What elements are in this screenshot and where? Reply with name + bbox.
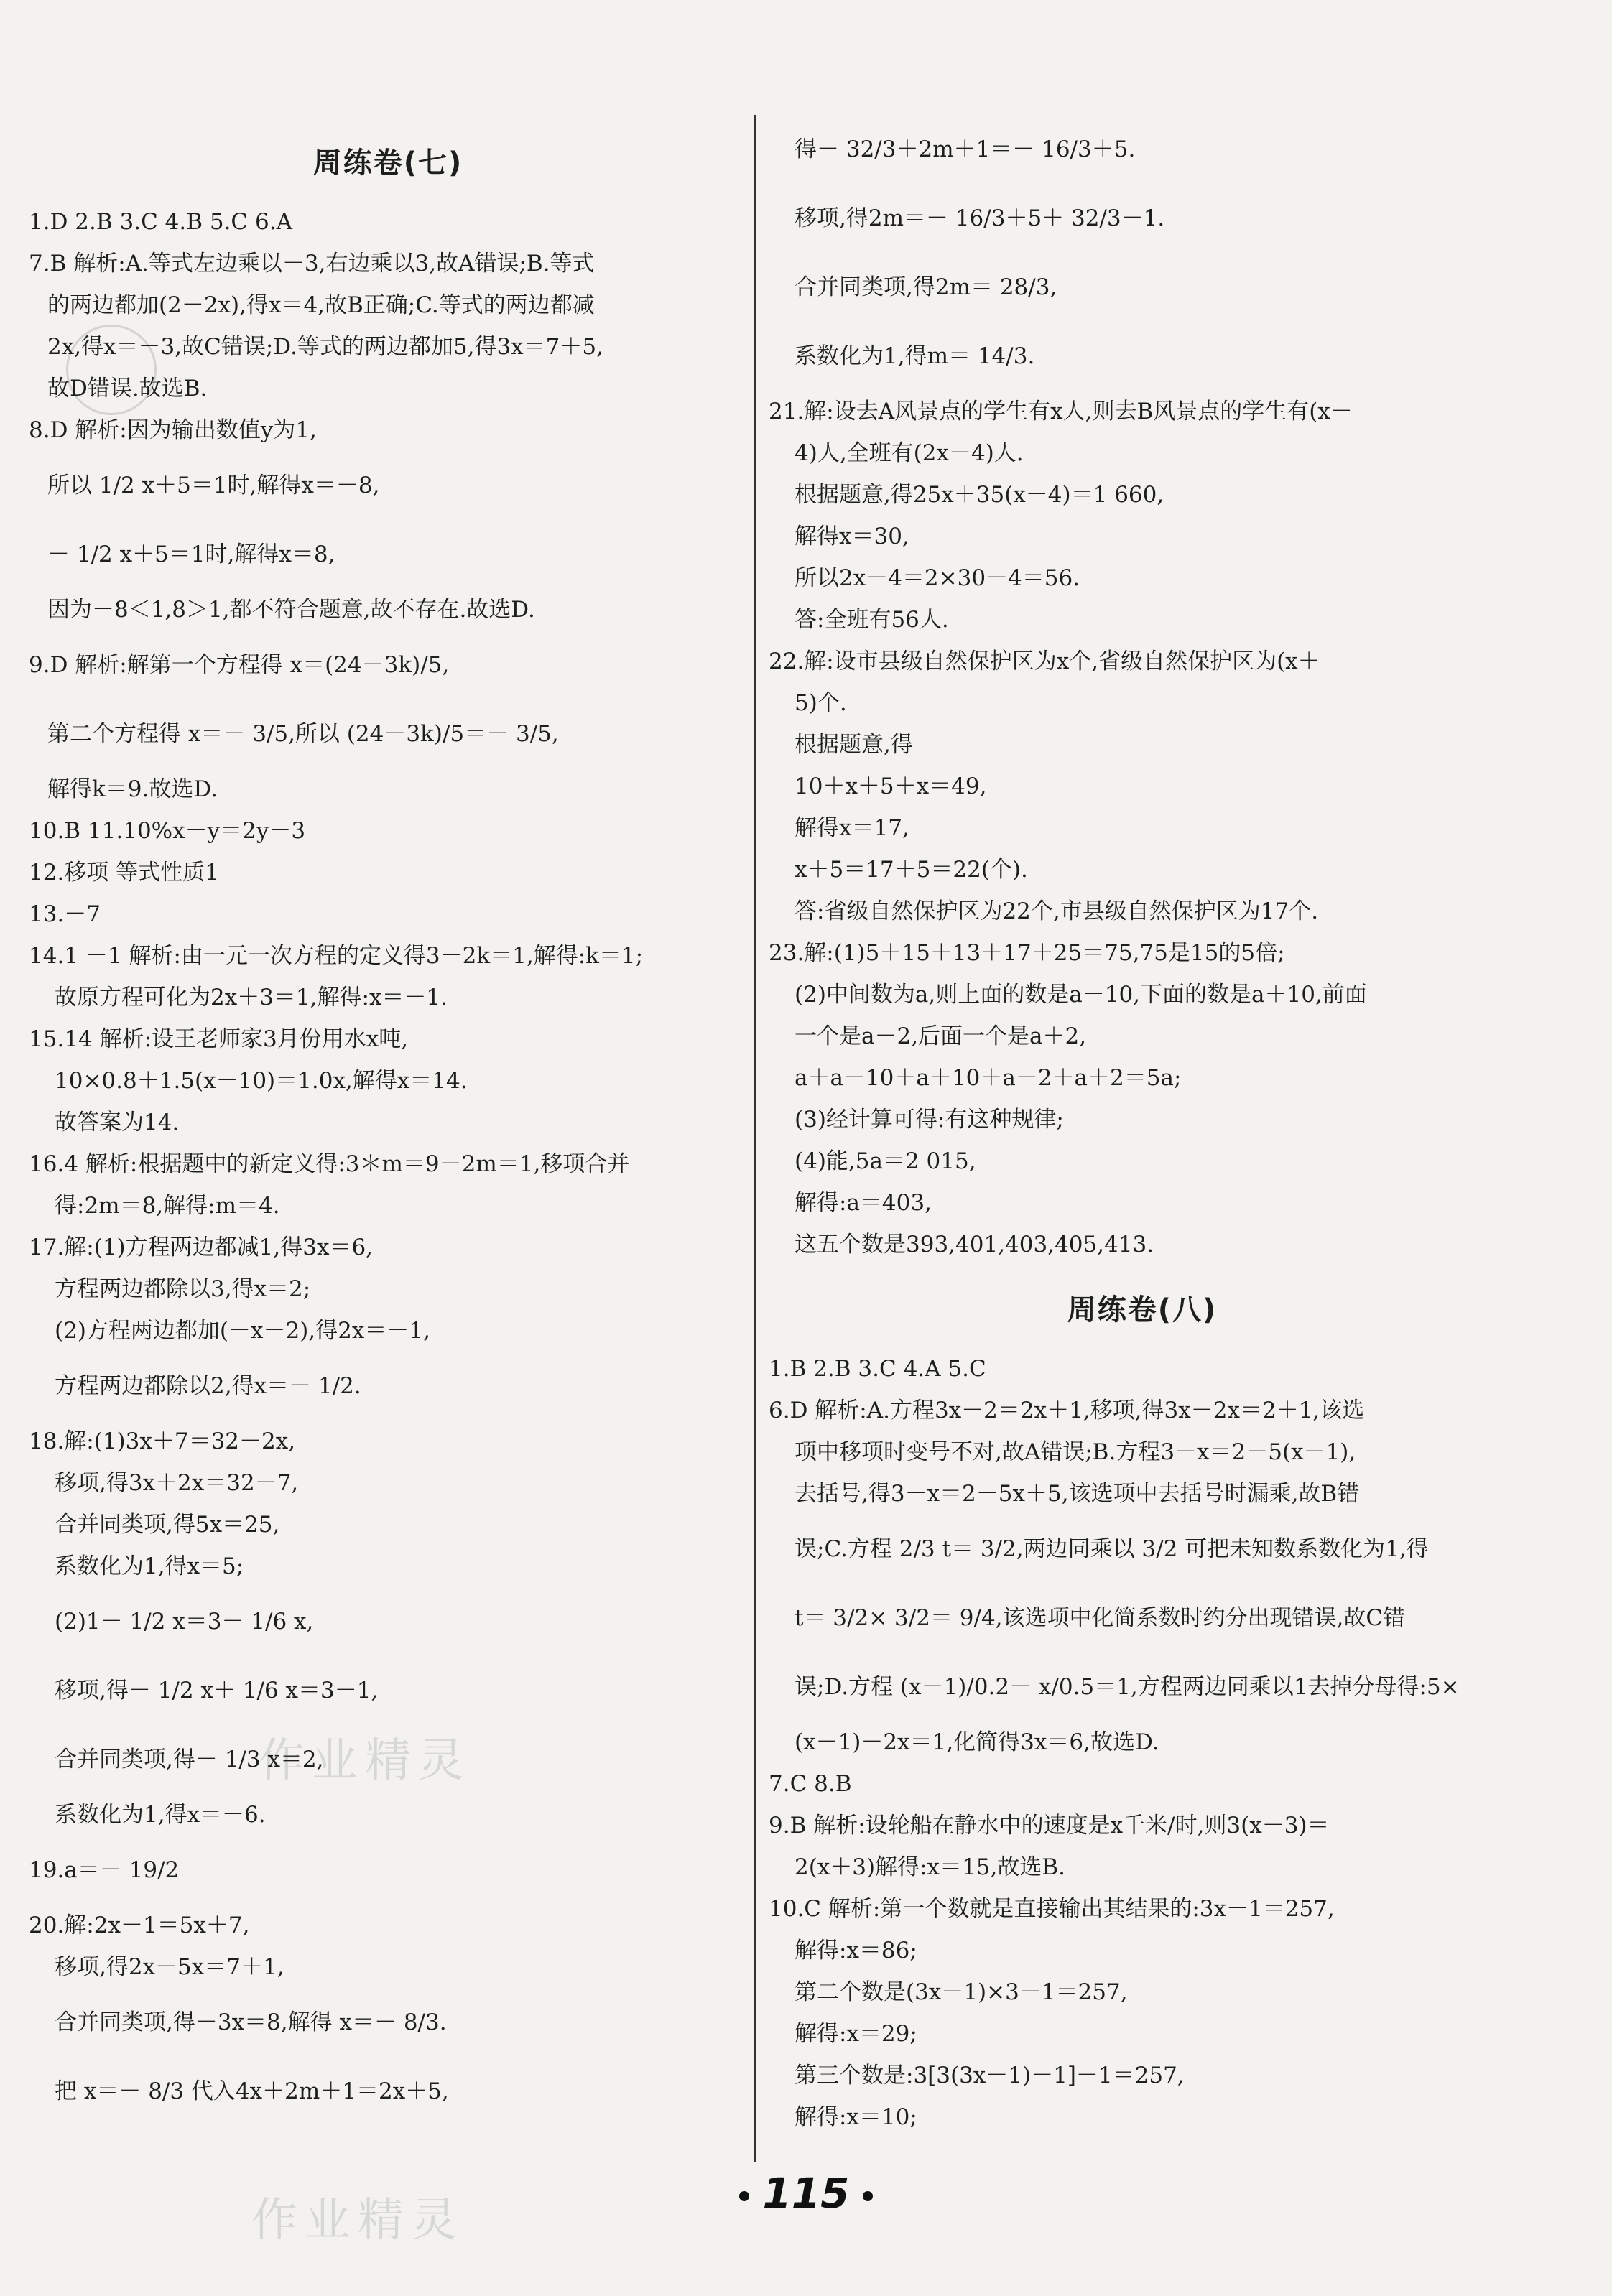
answer-line: 7.C 8.B [769, 1771, 852, 1797]
answer-line: 15.14 解析:设王老师家3月份用水x吨, [29, 1026, 409, 1052]
page-number-text: 115 [762, 2169, 850, 2218]
answer-line: 21.解:设去A风景点的学生有x人,则去B风景点的学生有(x－ [769, 399, 1353, 424]
answer-line: 8.D 解析:因为输出数值y为1, [29, 417, 317, 443]
answer-line: 9.B 解析:设轮船在静水中的速度是x千米/时,则3(x－3)＝ [769, 1813, 1330, 1839]
answer-line: t＝ 3/2× 3/2＝ 9/4,该选项中化简系数时约分出现错误,故C错 [795, 1605, 1406, 1631]
answer-line: 16.4 解析:根据题中的新定义得:3＊m＝9－2m＝1,移项合并 [29, 1151, 630, 1177]
answer-line: 根据题意,得 [795, 732, 913, 758]
answer-line: － 1/2 x＋5＝1时,解得x＝8, [47, 542, 335, 567]
answer-line: (2)1－ 1/2 x＝3－ 1/6 x, [55, 1609, 314, 1635]
answer-line: 解得k＝9.故选D. [47, 776, 218, 802]
answer-line: 系数化为1,得x＝5; [55, 1553, 244, 1579]
answer-line: 7.B 解析:A.等式左边乘以－3,右边乘以3,故A错误;B.等式 [29, 251, 595, 276]
answer-line: 移项,得－ 1/2 x＋ 1/6 x＝3－1, [55, 1678, 379, 1704]
answer-line: 22.解:设市县级自然保护区为x个,省级自然保护区为(x＋ [769, 649, 1320, 674]
answer-line: 答:省级自然保护区为22个,市县级自然保护区为17个. [795, 898, 1319, 924]
page-number [0, 2169, 1612, 2218]
answer-line: (2)方程两边都加(－x－2),得2x＝－1, [55, 1318, 430, 1344]
answer-line: 方程两边都除以2,得x＝－ 1/2. [55, 1373, 361, 1399]
answer-line: 9.D 解析:解第一个方程得 x＝(24－3k)/5, [29, 652, 450, 678]
answer-line: 解得x＝17, [795, 815, 909, 841]
answer-line: 一个是a－2,后面一个是a＋2, [795, 1023, 1087, 1049]
bullet-dot [739, 2191, 749, 2201]
bullet-dot [863, 2191, 873, 2201]
answer-line: 答:全班有56人. [795, 607, 949, 633]
answer-line: 18.解:(1)3x＋7＝32－2x, [29, 1428, 296, 1454]
answer-line: 23.解:(1)5＋15＋13＋17＋25＝75,75是15的5倍; [769, 940, 1285, 966]
answer-line: 6.D 解析:A.方程3x－2＝2x＋1,移项,得3x－2x＝2＋1,该选 [769, 1398, 1365, 1423]
answer-line: (x－1)－2x＝1,化简得3x＝6,故选D. [795, 1729, 1159, 1755]
answer-line: 解得x＝30, [795, 524, 909, 549]
answer-line: 得－ 32/3＋2m＋1＝－ 16/3＋5. [795, 136, 1136, 162]
answer-line: 19.a＝－ 19/2 [29, 1857, 180, 1883]
answer-line: 5)个. [795, 690, 847, 716]
answer-line: 误;D.方程 (x－1)/0.2－ x/0.5＝1,方程两边同乘以1去掉分母得:5× [795, 1674, 1460, 1700]
section-title-week8: 周练卷(八) [1067, 1293, 1218, 1326]
answer-line: 1.D 2.B 3.C 4.B 5.C 6.A [29, 209, 292, 235]
answer-line: 10×0.8＋1.5(x－10)＝1.0x,解得x＝14. [55, 1068, 468, 1094]
answer-line: 10.C 解析:第一个数就是直接输出其结果的:3x－1＝257, [769, 1896, 1335, 1922]
answer-line: 因为－8＜1,8＞1,都不符合题意,故不存在.故选D. [47, 597, 535, 623]
answer-line: 10＋x＋5＋x＝49, [795, 773, 987, 799]
column-divider [754, 115, 756, 2162]
answer-line: 故D错误.故选B. [47, 376, 208, 401]
answer-line: 这五个数是393,401,403,405,413. [795, 1232, 1154, 1258]
answer-line: 移项,得3x＋2x＝32－7, [55, 1470, 299, 1496]
answer-line: 移项,得2x－5x＝7＋1, [55, 1954, 284, 1980]
answer-line: 14.1 －1 解析:由一元一次方程的定义得3－2k＝1,解得:k＝1; [29, 943, 644, 969]
answer-line: 合并同类项,得2m＝ 28/3, [795, 274, 1057, 300]
answer-line: 故答案为14. [55, 1110, 180, 1135]
section-title-week7: 周练卷(七) [312, 147, 463, 180]
answer-line: 2x,得x＝－3,故C错误;D.等式的两边都加5,得3x＝7＋5, [47, 334, 603, 360]
left-column [29, 118, 747, 2126]
answer-line: 系数化为1,得m＝ 14/3. [795, 343, 1035, 369]
answer-line: x＋5＝17＋5＝22(个). [795, 857, 1028, 883]
answer-line: 根据题意,得25x＋35(x－4)＝1 660, [795, 482, 1164, 508]
answer-line: 1.B 2.B 3.C 4.A 5.C [769, 1356, 986, 1382]
answer-line: (3)经计算可得:有这种规律; [795, 1107, 1064, 1133]
answer-line: 方程两边都除以3,得x＝2; [55, 1276, 311, 1302]
answer-line: 4)人,全班有(2x－4)人. [795, 440, 1024, 466]
answer-line: 去括号,得3－x＝2－5x＋5,该选项中去括号时漏乘,故B错 [795, 1481, 1360, 1507]
answer-line: 的两边都加(2－2x),得x＝4,故B正确;C.等式的两边都减 [47, 292, 595, 318]
answer-line: 所以 1/2 x＋5＝1时,解得x＝－8, [47, 473, 380, 498]
answer-line: 2(x＋3)解得:x＝15,故选B. [795, 1854, 1065, 1880]
answer-line: 第二个数是(3x－1)×3－1＝257, [795, 1979, 1128, 2005]
right-column [769, 115, 1516, 2138]
answer-line: 系数化为1,得x＝－6. [55, 1802, 266, 1828]
answer-line: 移项,得2m＝－ 16/3＋5＋ 32/3－1. [795, 205, 1165, 231]
answer-line: 项中移项时变号不对,故A错误;B.方程3－x＝2－5(x－1), [795, 1439, 1356, 1465]
answer-line: 17.解:(1)方程两边都减1,得3x＝6, [29, 1235, 374, 1260]
answer-line: 12.移项 等式性质1 [29, 860, 219, 886]
watermark-bottom: 作业精灵 [251, 2194, 464, 2247]
answer-line: 解得:x＝86; [795, 1938, 917, 1963]
answer-line: 解得:a＝403, [795, 1190, 932, 1216]
answer-line: (2)中间数为a,则上面的数是a－10,下面的数是a＋10,前面 [795, 982, 1367, 1008]
answer-line: 故原方程可化为2x＋3＝1,解得:x＝－1. [55, 985, 448, 1010]
answer-line: 合并同类项,得－ 1/3 x＝2, [55, 1747, 324, 1772]
answer-line: 所以2x－4＝2×30－4＝56. [795, 565, 1080, 591]
answer-line: 第二个方程得 x＝－ 3/5,所以 (24－3k)/5＝－ 3/5, [47, 721, 559, 747]
answer-line: a＋a－10＋a＋10＋a－2＋a＋2＝5a; [795, 1065, 1182, 1091]
answer-line: 误;C.方程 2/3 t＝ 3/2,两边同乘以 3/2 可把未知数系数化为1,得 [795, 1536, 1429, 1562]
answer-line: 解得:x＝10; [795, 2104, 917, 2130]
answer-line: 合并同类项,得－3x＝8,解得 x＝－ 8/3. [55, 2009, 447, 2035]
watermark-mid: 作业精灵 [259, 1734, 471, 1788]
answer-line: 20.解:2x－1＝5x＋7, [29, 1912, 250, 1938]
answer-line: 得:2m＝8,解得:m＝4. [55, 1193, 280, 1219]
answer-line: 第三个数是:3[3(3x－1)－1]－1＝257, [795, 2063, 1185, 2088]
answer-line: (4)能,5a＝2 015, [795, 1148, 976, 1174]
answer-line: 13.－7 [29, 901, 101, 927]
answer-line: 10.B 11.10%x－y＝2y－3 [29, 818, 306, 844]
answer-line: 把 x＝－ 8/3 代入4x＋2m＋1＝2x＋5, [55, 2078, 449, 2104]
answer-line: 解得:x＝29; [795, 2021, 917, 2047]
answer-line: 合并同类项,得5x＝25, [55, 1512, 280, 1538]
